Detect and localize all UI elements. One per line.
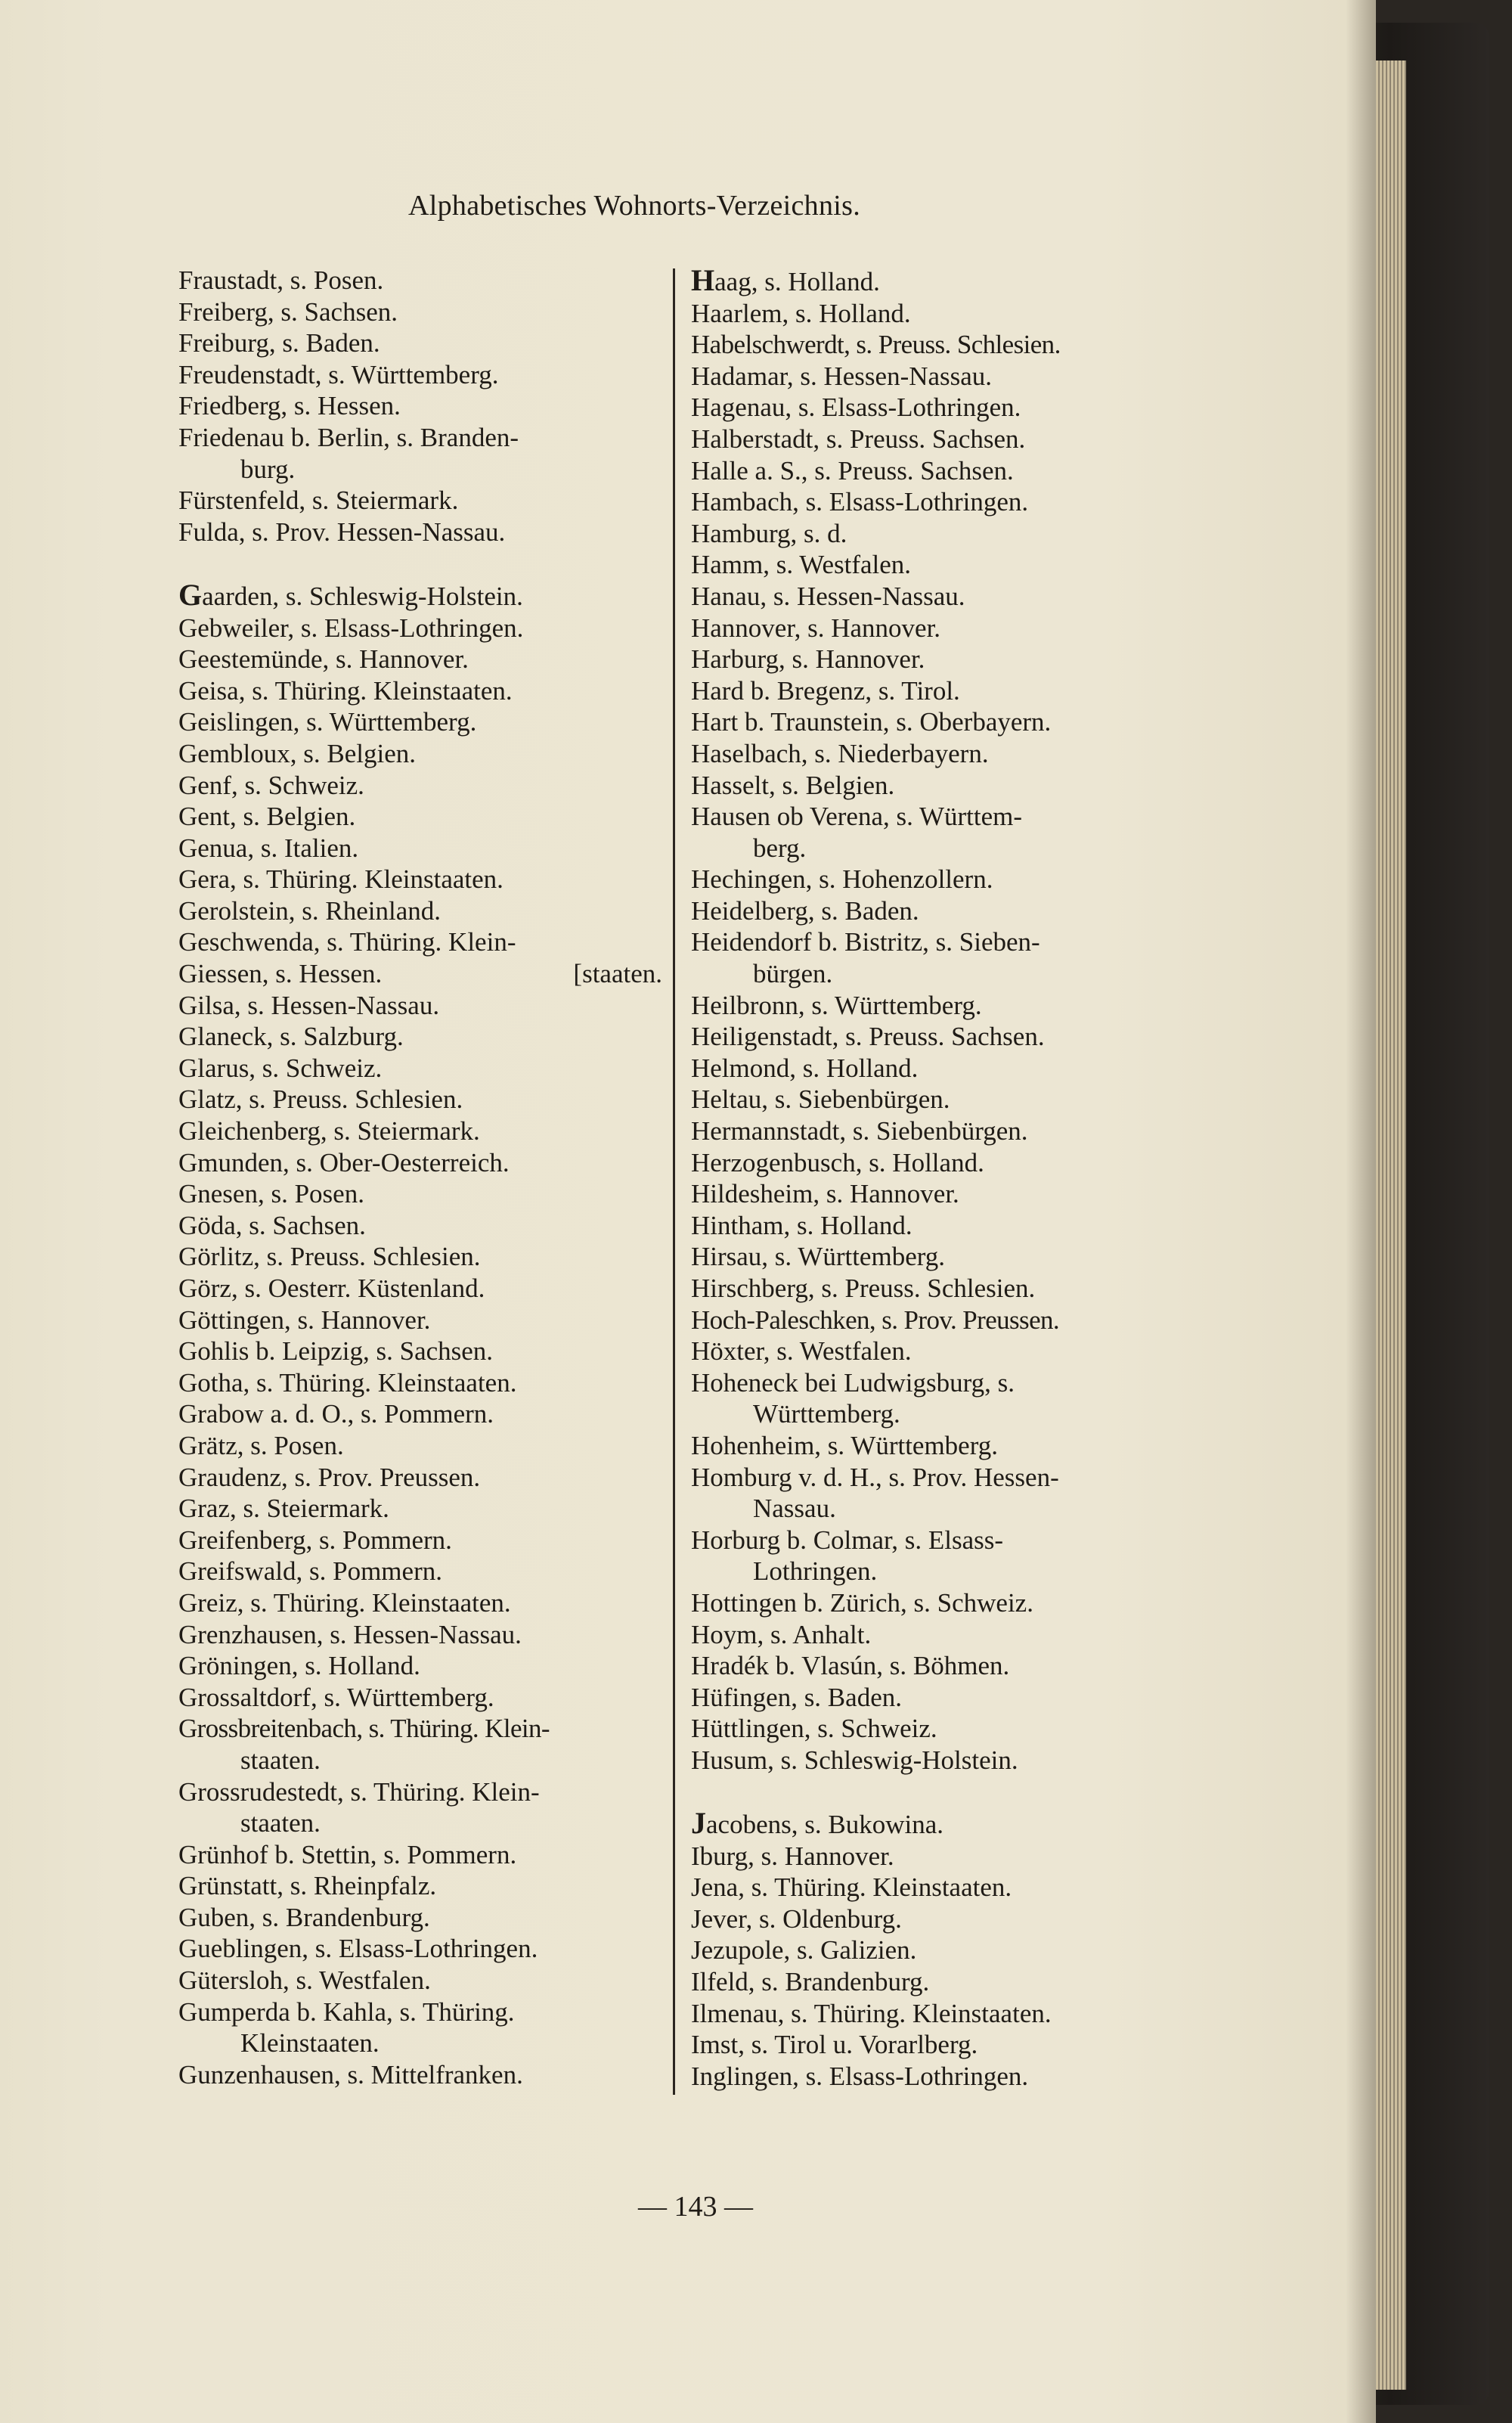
section-gap <box>178 548 662 579</box>
index-entry: Harburg, s. Hannover. <box>691 644 925 675</box>
index-entry: Halberstadt, s. Preuss. Sachsen. <box>691 423 1026 454</box>
index-entry: Inglingen, s. Elsass-Lothringen. <box>691 2061 1029 2091</box>
index-entry: Geestemünde, s. Hannover. <box>178 644 469 675</box>
index-entry-continuation: [staaten. <box>573 959 662 989</box>
index-entry: Gnesen, s. Posen. <box>178 1179 364 1209</box>
index-entry: Friedenau b. Berlin, s. Branden- <box>178 422 519 452</box>
index-entry: Hagenau, s. Elsass-Lothringen. <box>691 392 1021 423</box>
index-entry: Geschwenda, s. Thüring. Klein- <box>178 927 516 957</box>
index-entry: Fürstenfeld, s. Steiermark. <box>178 486 459 516</box>
index-entry: Gebweiler, s. Elsass-Lothringen. <box>178 613 524 643</box>
index-entry-continuation: staaten. <box>240 1745 321 1775</box>
index-entry: Grabow a. d. O., s. Pommern. <box>178 1399 494 1429</box>
index-entry: Heidelberg, s. Baden. <box>691 895 919 926</box>
index-entry: Grünstatt, s. Rheinpfalz. <box>178 1871 437 1901</box>
index-entry: Hradék b. Vlasún, s. Böhmen. <box>691 1651 1010 1681</box>
index-entry: Grossbreitenbach, s. Thüring. Klein- <box>178 1714 550 1744</box>
index-entry: Halle a. S., s. Preuss. Sachsen. <box>691 455 1014 486</box>
index-entry-continuation: Württemberg. <box>753 1399 900 1429</box>
index-entry: Gembloux, s. Belgien. <box>178 738 416 768</box>
index-entry: Hechingen, s. Hohenzollern. <box>691 864 993 895</box>
section-initial: G <box>178 577 203 612</box>
index-entry: Imst, s. Tirol u. Vorarlberg. <box>691 2030 978 2060</box>
index-entry: Fraustadt, s. Posen. <box>178 265 384 295</box>
index-entry: Hüttlingen, s. Schweiz. <box>691 1714 937 1744</box>
index-entry: Fulda, s. Prov. Hessen-Nassau. <box>178 517 506 547</box>
index-entry: Hart b. Traunstein, s. Oberbayern. <box>691 707 1052 737</box>
index-entry: Grossrudestedt, s. Thüring. Klein- <box>178 1776 540 1807</box>
index-entry: Geislingen, s. Württemberg. <box>178 707 477 737</box>
index-entry-text: aag, s. Holland. <box>714 267 880 296</box>
index-entry: Homburg v. d. H., s. Prov. Hessen- <box>691 1462 1059 1492</box>
index-entry <box>178 958 662 990</box>
index-entry: Geisa, s. Thüring. Kleinstaaten. <box>178 675 513 706</box>
index-entry: Gerolstein, s. Rheinland. <box>178 895 442 926</box>
index-entry: Friedberg, s. Hessen. <box>178 391 401 421</box>
index-entry: Genf, s. Schweiz. <box>178 770 364 800</box>
index-entry: Hirsau, s. Württemberg. <box>691 1242 946 1272</box>
index-entry-text: acobens, s. Bukowina. <box>706 1810 943 1840</box>
index-entry: Grünhof b. Stettin, s. Pommern. <box>178 1839 517 1869</box>
index-entry: Gotha, s. Thüring. Kleinstaaten. <box>178 1367 517 1398</box>
index-entry: Grossaltdorf, s. Württemberg. <box>178 1682 494 1712</box>
index-entry: Jena, s. Thüring. Kleinstaaten. <box>691 1872 1012 1903</box>
index-entry: Hüfingen, s. Baden. <box>691 1682 902 1712</box>
index-entry: Graz, s. Steiermark. <box>178 1494 389 1524</box>
index-entry: Hambach, s. Elsass-Lothringen. <box>691 487 1029 517</box>
index-entry: Hohenheim, s. Württemberg. <box>691 1430 998 1460</box>
index-entry: Hanau, s. Hessen-Nassau. <box>691 581 965 611</box>
index-entry-continuation: Nassau. <box>753 1494 836 1524</box>
index-entry: Gueblingen, s. Elsass-Lothringen. <box>178 1934 538 1964</box>
index-entry: Gleichenberg, s. Steiermark. <box>178 1116 480 1146</box>
index-entry: Helmond, s. Holland. <box>691 1053 919 1083</box>
index-entry: Glarus, s. Schweiz. <box>178 1053 383 1083</box>
index-entry: Ilfeld, s. Brandenburg. <box>691 1967 930 1997</box>
index-entry-continuation: bürgen. <box>753 959 833 989</box>
right-column <box>691 265 1175 2092</box>
index-entry <box>691 1807 1175 1841</box>
index-entry: Hottingen b. Zürich, s. Schweiz. <box>691 1587 1033 1618</box>
index-entry: Göttingen, s. Hannover. <box>178 1305 431 1335</box>
index-entry: Glaneck, s. Salzburg. <box>178 1022 404 1052</box>
index-entry: Grenzhausen, s. Hessen-Nassau. <box>178 1619 522 1649</box>
index-entry: Glatz, s. Preuss. Schlesien. <box>178 1084 463 1115</box>
index-entry: Ilmenau, s. Thüring. Kleinstaaten. <box>691 1998 1052 2028</box>
index-entry-text: aarden, s. Schleswig-Holstein. <box>202 581 523 611</box>
left-column <box>178 265 662 2090</box>
index-entry: Höxter, s. Westfalen. <box>691 1336 912 1367</box>
index-entry: Horburg b. Colmar, s. Elsass- <box>691 1525 1004 1555</box>
index-entry: Freudenstadt, s. Württemberg. <box>178 359 499 389</box>
index-entry <box>691 265 1175 298</box>
index-entry: Gütersloh, s. Westfalen. <box>178 1965 431 1996</box>
index-entry-continuation: burg. <box>240 454 296 484</box>
index-entry: Jezupole, s. Galizien. <box>691 1935 917 1965</box>
index-entry-continuation: staaten. <box>240 1808 321 1838</box>
column-divider <box>673 268 675 2095</box>
index-entry: Freiburg, s. Baden. <box>178 328 380 358</box>
index-entry-continuation: Kleinstaaten. <box>240 2028 380 2058</box>
index-entry: Hard b. Bregenz, s. Tirol. <box>691 675 960 706</box>
index-entry: Heiligenstadt, s. Preuss. Sachsen. <box>691 1022 1045 1052</box>
index-entry: Gohlis b. Leipzig, s. Sachsen. <box>178 1336 494 1367</box>
index-entry: Greiz, s. Thüring. Kleinstaaten. <box>178 1587 511 1618</box>
index-entry: Heltau, s. Siebenbürgen. <box>691 1084 950 1115</box>
index-entry: Gera, s. Thüring. Kleinstaaten. <box>178 864 503 895</box>
section-gap <box>691 1776 1175 1808</box>
index-entry: Hoheneck bei Ludwigsburg, s. <box>691 1367 1015 1398</box>
index-entry: Görz, s. Oesterr. Küstenland. <box>178 1274 485 1303</box>
index-entry: Husum, s. Schleswig-Holstein. <box>691 1745 1018 1775</box>
index-entry: Herzogenbusch, s. Holland. <box>691 1147 984 1177</box>
index-entry: Iburg, s. Hannover. <box>691 1841 894 1871</box>
index-entry: Hausen ob Verena, s. Württem- <box>691 802 1023 832</box>
index-entry: Görlitz, s. Preuss. Schlesien. <box>178 1242 481 1272</box>
index-entry: Hasselt, s. Belgien. <box>691 770 895 800</box>
index-entry: Genua, s. Italien. <box>178 833 359 863</box>
index-entry <box>178 579 662 613</box>
index-entry-text: Giessen, s. Hessen. <box>178 959 383 989</box>
index-entry: Heidendorf b. Bistritz, s. Sieben- <box>691 927 1040 957</box>
index-entry: Hannover, s. Hannover. <box>691 613 941 643</box>
index-entry: Hildesheim, s. Hannover. <box>691 1179 959 1209</box>
index-entry: Hoch-Paleschken, s. Prov. Preussen. <box>691 1305 1060 1335</box>
index-entry: Hintham, s. Holland. <box>691 1210 912 1240</box>
index-entry-continuation: Lothringen. <box>753 1556 878 1587</box>
index-entry: Grätz, s. Posen. <box>178 1430 344 1460</box>
index-entry: Gmunden, s. Ober-Oesterreich. <box>178 1147 510 1177</box>
index-entry: Greifswald, s. Pommern. <box>178 1556 442 1587</box>
index-entry: Habelschwerdt, s. Preuss. Schlesien. <box>691 330 1061 360</box>
running-head: Alphabetisches Wohnorts-Verzeichnis. <box>408 190 860 222</box>
index-entry: Guben, s. Brandenburg. <box>178 1902 430 1932</box>
index-entry: Göda, s. Sachsen. <box>178 1210 366 1240</box>
index-entry: Hamburg, s. d. <box>691 518 847 548</box>
index-entry: Heilbronn, s. Württemberg. <box>691 990 982 1020</box>
index-entry: Gunzenhausen, s. Mittelfranken. <box>178 2059 523 2089</box>
index-entry: Jever, s. Oldenburg. <box>691 1903 902 1934</box>
index-entry: Greifenberg, s. Pommern. <box>178 1525 452 1555</box>
index-entry: Hoym, s. Anhalt. <box>691 1619 872 1649</box>
index-entry: Freiberg, s. Sachsen. <box>178 296 398 327</box>
index-entry-continuation: berg. <box>753 833 807 863</box>
index-entry: Haarlem, s. Holland. <box>691 298 911 328</box>
index-entry: Hadamar, s. Hessen-Nassau. <box>691 361 993 391</box>
index-entry: Gent, s. Belgien. <box>178 802 356 832</box>
section-initial: J <box>691 1806 706 1841</box>
index-entry: Gilsa, s. Hessen-Nassau. <box>178 990 440 1020</box>
index-entry: Haselbach, s. Niederbayern. <box>691 738 989 768</box>
index-entry: Hamm, s. Westfalen. <box>691 550 912 580</box>
index-entry: Gröningen, s. Holland. <box>178 1651 420 1681</box>
index-entry: Hirschberg, s. Preuss. Schlesien. <box>691 1274 1036 1303</box>
page-number: — 143 — <box>638 2191 753 2223</box>
index-entry: Gumperda b. Kahla, s. Thüring. <box>178 1996 515 2027</box>
section-initial: H <box>691 263 715 297</box>
index-entry: Hermannstadt, s. Siebenbürgen. <box>691 1116 1028 1146</box>
index-entry: Graudenz, s. Prov. Preussen. <box>178 1462 481 1492</box>
